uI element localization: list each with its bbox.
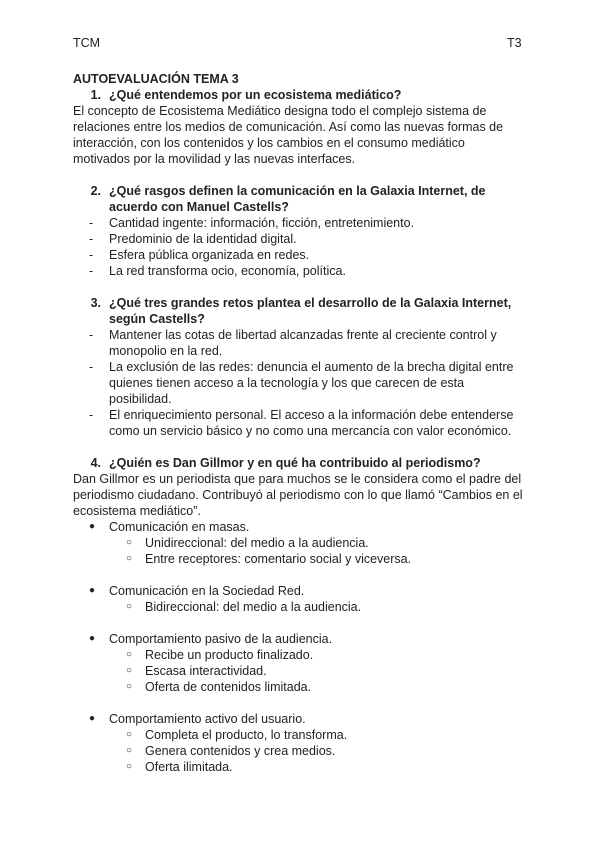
sub-bullet-item: ○ Completa el producto, lo transforma. bbox=[126, 728, 348, 742]
sub-bullet-item: ○ Bidireccional: del medio a la audiencia. bbox=[126, 600, 362, 614]
question-4: 4. ¿Quién es Dan Gillmor y en qué ha contribuido al periodismo? bbox=[73, 455, 523, 471]
header-course: TCM bbox=[73, 36, 101, 50]
sub-bullet-item: ○ Escasa interactividad. bbox=[126, 664, 267, 678]
sub-bullet-item: ○ Genera contenidos y crea medios. bbox=[126, 744, 336, 758]
bullet-item: ● Comportamiento activo del usuario. bbox=[89, 712, 306, 726]
bullet-item: ● Comunicación en masas. bbox=[89, 520, 250, 534]
document-body bbox=[73, 71, 523, 775]
question-3: 3. ¿Qué tres grandes retos plantea el desarrollo de la Galaxia Internet, según Castells? bbox=[73, 295, 523, 327]
sub-bullet-item: ○ Oferta de contenidos limitada. bbox=[126, 680, 312, 694]
header-unit: T3 bbox=[507, 36, 522, 50]
list-item: - Predominio de la identidad digital. bbox=[89, 232, 297, 246]
question-2: 2. ¿Qué rasgos definen la comunicación en la Galaxia Internet, de acuerdo con Manuel Castells? bbox=[73, 183, 523, 215]
sub-bullet-item: ○ Recibe un producto finalizado. bbox=[126, 648, 314, 662]
question-4-text: ¿Quién es Dan Gillmor y en qué ha contribuido al periodismo? bbox=[109, 456, 481, 470]
list-item: - La red transforma ocio, economía, política. bbox=[89, 264, 346, 278]
sub-bullet-item: ○ Entre receptores: comentario social y viceversa. bbox=[126, 552, 412, 566]
answer-1: El concepto de Ecosistema Mediático designa todo el complejo sistema de relaciones entre los medios de comunicación. Así como las nuevas formas de interacción, con los contenidos y los cambios en el consumo mediático motivados por la movilidad y las nuevas interfaces. bbox=[73, 104, 504, 166]
document-title: AUTOEVALUACIÓN TEMA 3 bbox=[73, 72, 239, 86]
list-item: - Cantidad ingente: información, ficción, entretenimiento. bbox=[89, 216, 415, 230]
sub-bullet-item: ○ Unidireccional: del medio a la audiencia. bbox=[126, 536, 369, 550]
list-item: - Esfera pública organizada en redes. bbox=[89, 248, 310, 262]
bullet-item: ● Comunicación en la Sociedad Red. bbox=[89, 584, 305, 598]
list-item: - El enriquecimiento personal. El acceso a la información debe entenderse como un servicio básico y no como una mercancía con valor económico. bbox=[89, 408, 514, 438]
bullet-item: ● Comportamiento pasivo de la audiencia. bbox=[89, 632, 333, 646]
question-3-text: ¿Qué tres grandes retos plantea el desarrollo de la Galaxia Internet, según Castells? bbox=[109, 296, 512, 326]
list-item: - La exclusión de las redes: denuncia el aumento de la brecha digital entre quienes tienen acceso a la tecnología y los que carecen de esta posibilidad. bbox=[89, 360, 514, 406]
question-1: 1. ¿Qué entendemos por un ecosistema mediático? bbox=[73, 87, 523, 103]
question-1-text: ¿Qué entendemos por un ecosistema mediático? bbox=[109, 88, 402, 102]
answer-4: Dan Gillmor es un periodista que para muchos se le considera como el padre del periodismo ciudadano. Contribuyó al periodismo con lo que llamó “Cambios en el ecosistema mediático”. bbox=[73, 472, 523, 518]
list-item: - Mantener las cotas de libertad alcanzadas frente al creciente control y monopolio en la red. bbox=[89, 328, 497, 358]
question-2-text: ¿Qué rasgos definen la comunicación en la Galaxia Internet, de acuerdo con Manuel Castells? bbox=[109, 184, 486, 214]
sub-bullet-item: ○ Oferta ilimitada. bbox=[126, 760, 233, 774]
